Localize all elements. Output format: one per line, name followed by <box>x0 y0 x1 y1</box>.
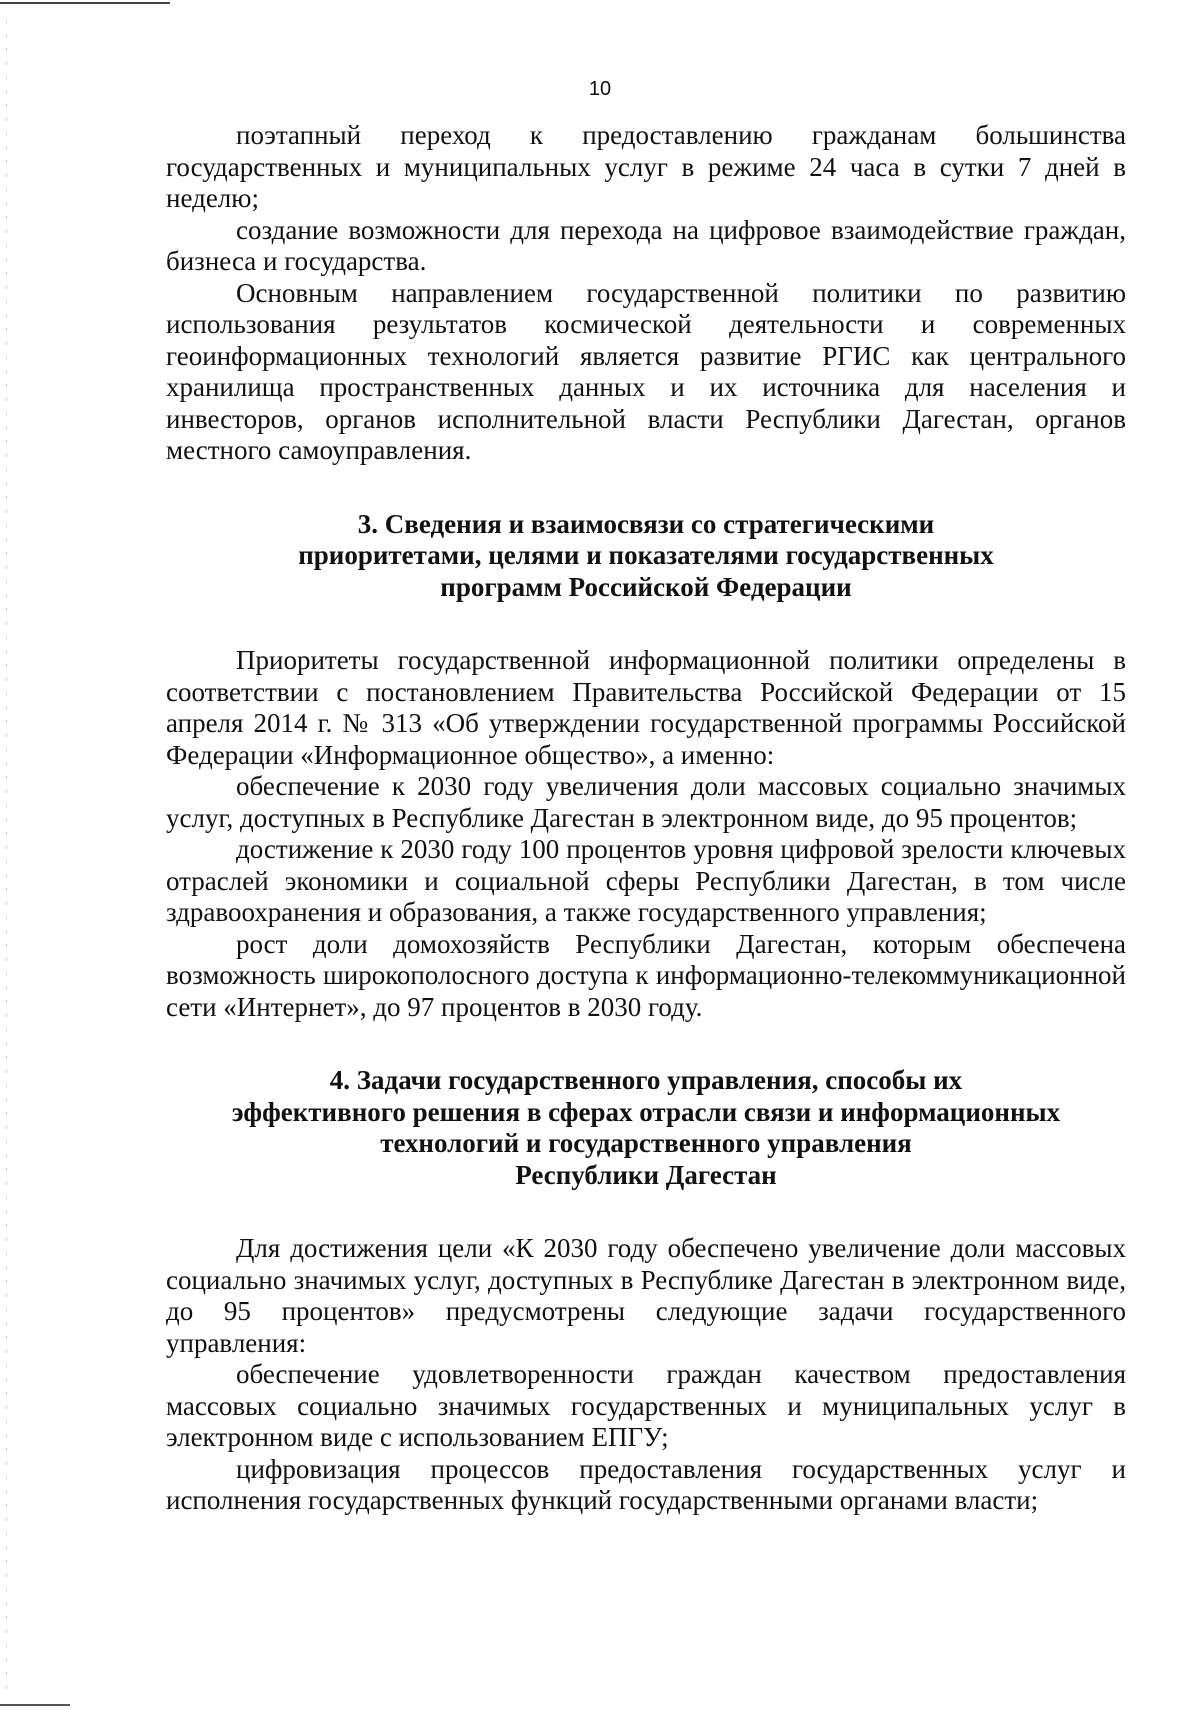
paragraph: Для достижения цели «К 2030 году обеспечено увеличение доли массовых социально значимых услуг, доступных в Республике Дагестан в электронном виде, до 95 процентов» предусмотрены следующие задачи государственного управления: <box>166 1233 1126 1358</box>
heading-line: 4. Задачи государственного управления, способы их <box>329 1065 963 1095</box>
paragraph: рост доли домохозяйств Республики Дагестан, которым обеспечена возможность широкополосного доступа к информационно-телекоммуникационной сети «Интернет», до 97 процентов в 2030 году. <box>166 928 1126 1022</box>
heading-line: технологий и государственного управления <box>380 1128 912 1158</box>
paragraph: создание возможности для перехода на цифровое взаимодействие граждан, бизнеса и государства. <box>166 214 1126 276</box>
section-3-heading <box>166 509 1126 604</box>
page-number: 10 <box>588 78 612 100</box>
scan-margin-artifact <box>6 20 7 1690</box>
document-body <box>166 120 1126 1517</box>
paragraph: обеспечение к 2030 году увеличения доли массовых социально значимых услуг, доступных в Республике Дагестан в электронном виде, до 95 процентов; <box>166 771 1126 833</box>
section-4-heading <box>166 1065 1126 1191</box>
paragraph: обеспечение удовлетворенности граждан качеством предоставления массовых социально значимых государственных и муниципальных услуг в электронном виде с использованием ЕПГУ; <box>166 1359 1126 1452</box>
heading-line: приоритетами, целями и показателями государственных <box>298 540 994 570</box>
heading-line: программ Российской Федерации <box>440 571 852 602</box>
heading-line: Республики Дагестан <box>515 1159 777 1190</box>
paragraph: Основным направлением государственной политики по развитию использования результатов космической деятельности и современных геоинформационных технологий является развитие РГИС как центрального хранилища пространственных данных и их источника для населения и инвесторов, органов исполнительной власти Республики Дагестан, органов местного самоуправления. <box>166 277 1126 465</box>
heading-line: 3. Сведения и взаимосвязи со стратегическими <box>357 508 935 539</box>
scan-artifact-top <box>0 2 170 4</box>
scan-artifact-bottom <box>0 1704 70 1706</box>
paragraph: достижение к 2030 году 100 процентов уровня цифровой зрелости ключевых отраслей экономики и социальной сферы Республики Дагестан, в том числе здравоохранения и образования, а также государственного управления; <box>166 834 1126 927</box>
paragraph: Приоритеты государственной информационной политики определены в соответствии с постановлением Правительства Российской Федерации от 15 апреля 2014 г. № 313 «Об утверждении государственной программы Российской Федерации «Информационное общество», а именно: <box>166 645 1126 770</box>
heading-line: эффективного решения в сферах отрасли связи и информационных <box>231 1096 1061 1127</box>
paragraph: цифровизация процессов предоставления государственных услуг и исполнения государственных функций государственными органами власти; <box>166 1453 1126 1515</box>
paragraph: поэтапный переход к предоставлению гражданам большинства государственных и муниципальных услуг в режиме 24 часа в сутки 7 дней в неделю; <box>166 120 1126 213</box>
